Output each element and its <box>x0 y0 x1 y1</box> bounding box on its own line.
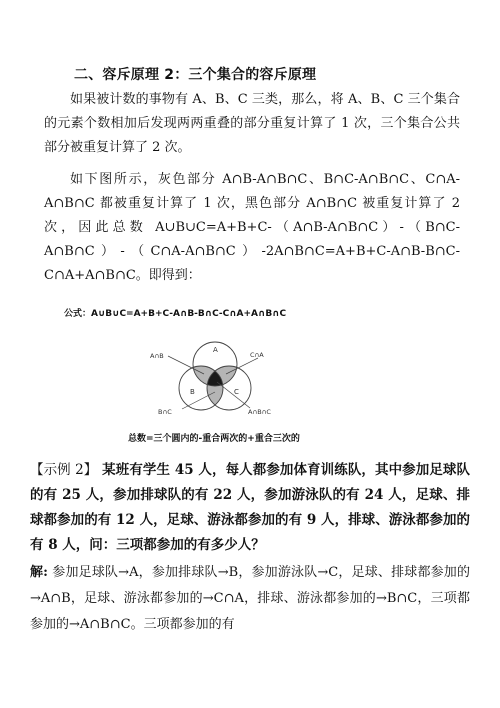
example-2 <box>30 458 470 558</box>
label-c: C <box>234 388 239 396</box>
formula-label: 公式：A∪B∪C=A+B+C-A∩B-B∩C-C∩A+A∩B∩C <box>64 309 287 319</box>
solution <box>30 560 470 638</box>
label-bc: B∩C <box>158 408 172 416</box>
venn-diagram <box>140 330 290 430</box>
leader-bc <box>182 392 215 409</box>
label-a: A <box>213 346 218 354</box>
section-heading: 二、容斥原理 2：三个集合的容斥原理 <box>74 67 317 83</box>
label-ab: A∩B <box>150 352 164 360</box>
paragraph-intro-text: 如果被计数的事物有 A、B、C 三类，那么，将 A、B、C 三个集合的元素个数相加后发现两两重叠的部分重复计算了 1 次，三个集合公共部分被重复计算了 2 次。 <box>44 92 460 155</box>
paragraph-explanation <box>44 168 460 288</box>
solution-text: 参加足球队→A，参加排球队→B，参加游泳队→C，足球、排球都参加的→A∩B，足球、游泳都参加的→C∩A，排球、游泳都参加的→B∩C，三项都参加的→A∩B∩C。三项都参加的有 <box>30 565 470 632</box>
paragraph-explanation-text: 如下图所示，灰色部分 A∩B-A∩B∩C、B∩C-A∩B∩C、C∩A-A∩B∩C 都被重复计算了 1 次，黑色部分 A∩B∩C 被重复计算了 2 次，因此总数 A∪B∪C=A+B+C-（A∩B-A∩B∩C）-（B∩C-A∩B∩C）-（C∩A-A∩B∩C）-2A∩B∩C=A+B+C-A∩B-B∩C-C∩A+A∩B∩C。即得到： <box>44 172 460 283</box>
venn-caption: 总数=三个圆内的-重合两次的+重合三次的 <box>128 434 300 444</box>
example-text: 某班有学生 45 人，每人都参加体育训练队，其中参加足球队的有 25 人，参加排球队的有 22 人，参加游泳队的有 24 人，足球、排球都参加的有 12 人，足球、游泳都参加的有 9 人，排球、游泳都参加的有 8 人，问：三项都参加的有多少人？ <box>30 462 470 553</box>
paragraph-intro <box>44 88 460 160</box>
label-abc: A∩B∩C <box>248 408 271 416</box>
label-ca: C∩A <box>250 351 264 359</box>
label-b: B <box>190 388 195 396</box>
solution-lead: 解: <box>30 565 48 580</box>
example-tag: 【示例 2】 <box>30 462 98 478</box>
